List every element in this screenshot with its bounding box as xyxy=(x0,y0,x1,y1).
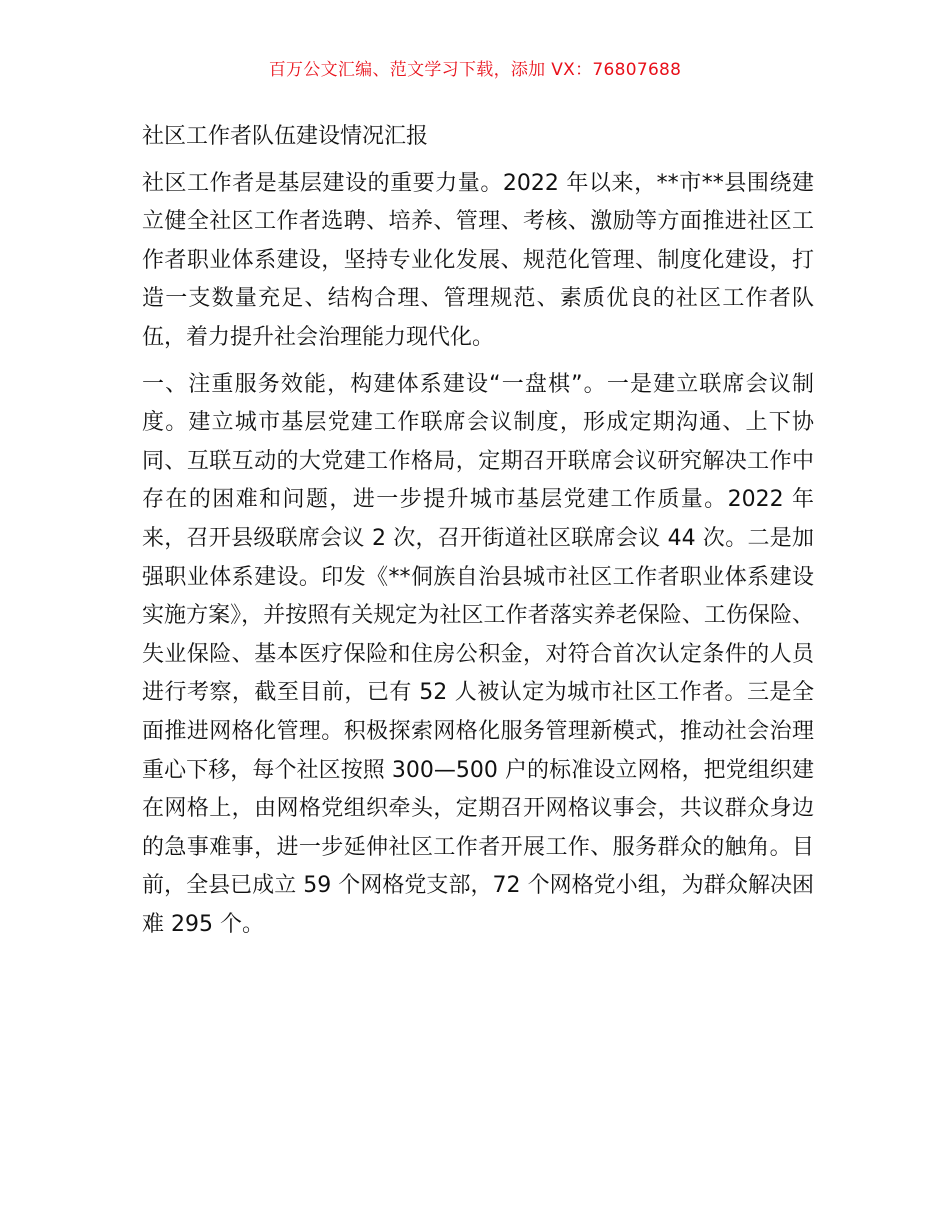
document-title: 社区工作者队伍建设情况汇报 xyxy=(142,124,429,149)
paragraph-intro: 社区工作者是基层建设的重要力量。2022 年以来，**市**县围绕建立健全社区工作者选聘、培养、管理、考核、激励等方面推进社区工作者职业体系建设，坚持专业化发展、规范化管理、制度化建设，打造一支数量充足、结构合理、管理规范、素质优良的社区工作者队伍，着力提升社会治理能力现代化。 xyxy=(142,170,814,350)
document-body xyxy=(142,118,814,944)
paragraph-section-one: 一、注重服务效能，构建体系建设“一盘棋”。一是建立联席会议制度。建立城市基层党建工作联席会议制度，形成定期沟通、上下协同、互联互动的大党建工作格局，定期召开联席会议研究解决工作中存在的困难和问题，进一步提升城市基层党建工作质量。2022 年来，召开县级联席会议 2 次，召开街道社区联席会议 44 次。二是加强职业体系建设。印发《**侗族自治县城市社区工作者职业体系建设实施方案》，并按照有关规定为社区工作者落实养老保险、工伤保险、失业保险、基本医疗保险和住房公积金，对符合首次认定条件的人员进行考察，截至目前，已有 52 人被认定为城市社区工作者。三是全面推进网格化管理。积极探索网格化服务管理新模式，推动社会治理重心下移，每个社区按照 300—500 户的标准设立网格，把党组织建在网格上，由网格党组织牵头，定期召开网格议事会，共议群众身边的急事难事，进一步延伸社区工作者开展工作、服务群众的触角。目前，全县已成立 59 个网格党支部，72 个网格党小组，为群众解决困难 295 个。 xyxy=(142,371,814,937)
watermark-banner: 百万公文汇编、范文学习下载，添加 VX：76807688 xyxy=(268,60,682,80)
